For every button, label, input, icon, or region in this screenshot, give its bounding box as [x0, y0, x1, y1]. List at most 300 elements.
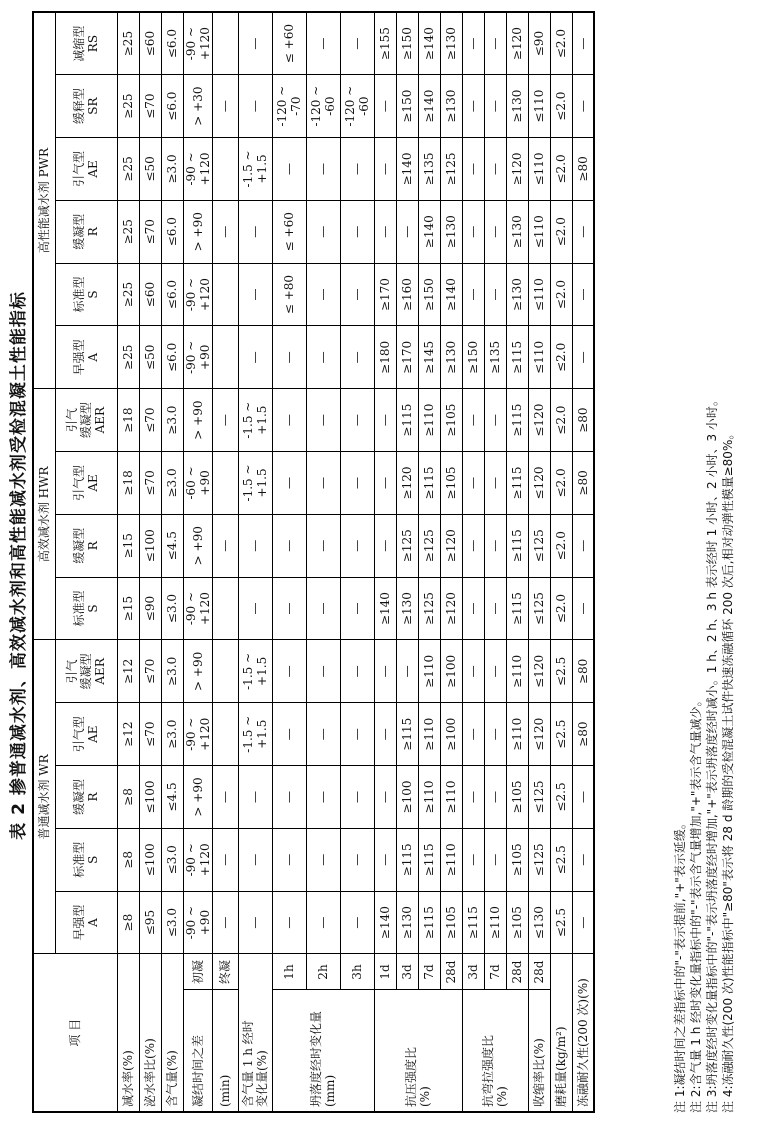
table-cell: ≥15 [117, 577, 139, 640]
table-cell: ≥125 [396, 514, 418, 577]
table-cell: ≤60 [139, 263, 161, 326]
row-sublabel: 初凝 [183, 954, 212, 990]
row-label: 坍落度经时变化量 (mm) [272, 990, 374, 1112]
table-cell: — [212, 200, 238, 263]
table-row [306, 12, 340, 1112]
table-cell: ≥100 [440, 703, 462, 766]
table-cell: ≤110 [528, 200, 550, 263]
table-cell: ≤2.0 [550, 389, 572, 452]
table-cell: ≥80 [572, 138, 594, 201]
table-cell: — [212, 389, 238, 452]
table-cell: ≥120 [506, 138, 528, 201]
table-cell: -120 ~ -60 [306, 75, 340, 138]
table-row [139, 12, 161, 1112]
table-cell: ≤125 [528, 766, 550, 829]
table-cell: ≤120 [528, 389, 550, 452]
table-cell: — [340, 891, 374, 954]
table-cell: — [484, 12, 506, 75]
table-cell: — [272, 640, 306, 703]
table-cell: — [462, 703, 484, 766]
row-sublabel: 28d [528, 954, 550, 990]
table-cell: ≥125 [418, 514, 440, 577]
row-label: 含气量 1 h 经时 变化量(%) [238, 954, 272, 1112]
table-cell: ≥3.0 [161, 389, 183, 452]
table-row [272, 12, 306, 1112]
table-cell: — [340, 200, 374, 263]
table-cell: ≥115 [418, 452, 440, 515]
row-label: 凝结时间之差 [183, 990, 212, 1112]
table-cell: — [484, 640, 506, 703]
table-cell: ≤110 [528, 138, 550, 201]
table-cell: ≤90 [139, 577, 161, 640]
column-header: 缓释型 SR [55, 75, 117, 138]
table-cell: — [238, 75, 272, 138]
table-cell: — [374, 75, 396, 138]
table-cell: ≥120 [440, 577, 462, 640]
table-cell: ≤70 [139, 703, 161, 766]
column-header: 引气 缓凝型 AER [55, 640, 117, 703]
table-cell: — [462, 766, 484, 829]
table-cell: ≥3.0 [161, 640, 183, 703]
table-cell: — [238, 263, 272, 326]
table-cell: ≥110 [418, 389, 440, 452]
table-cell: — [272, 514, 306, 577]
table-cell: — [462, 389, 484, 452]
note-3: 注 3:坍落度经时变化量指标中的"-"表示坍落度经时增加,"+"表示坍落度经时减小。1 h、2 h、3 h 表示经时 1 小时、2 小时、3 小时。 [705, 394, 719, 1113]
table-cell: — [340, 452, 374, 515]
table-cell: ≤2.0 [550, 263, 572, 326]
column-header: 标准型 S [55, 577, 117, 640]
table-cell: ≤6.0 [161, 200, 183, 263]
row-label: 收缩率比(%) [528, 990, 550, 1112]
table-cell: — [572, 577, 594, 640]
row-sublabel: 终凝 [212, 954, 238, 990]
table-row [374, 12, 396, 1112]
table-cell: — [340, 263, 374, 326]
table-cell: ≤4.5 [161, 514, 183, 577]
table-cell: ≥125 [440, 138, 462, 201]
table-cell: — [462, 514, 484, 577]
table-cell: — [212, 891, 238, 954]
table-cell: ≥130 [440, 75, 462, 138]
table-row [418, 12, 440, 1112]
table-cell: ≥155 [374, 12, 396, 75]
table-cell: — [340, 389, 374, 452]
table-cell: ≥3.0 [161, 138, 183, 201]
table-cell: ≥130 [506, 75, 528, 138]
table-cell: — [484, 75, 506, 138]
table-cell: ≥8 [117, 828, 139, 891]
table-cell: — [340, 138, 374, 201]
table-cell: — [484, 577, 506, 640]
table-row [212, 12, 238, 1112]
table-cell: — [212, 828, 238, 891]
table-cell: — [374, 138, 396, 201]
table-cell: — [572, 326, 594, 389]
table-cell: ≤ +60 [272, 200, 306, 263]
table-cell: — [272, 766, 306, 829]
table-cell: — [306, 389, 340, 452]
table-cell: ≤60 [139, 12, 161, 75]
table-cell: — [462, 12, 484, 75]
table-cell: ≥130 [396, 577, 418, 640]
spec-table [32, 11, 595, 1113]
table-row [550, 12, 572, 1112]
table-cell: > +30 [183, 75, 212, 138]
table-cell: ≥18 [117, 389, 139, 452]
table-cell: ≥130 [440, 12, 462, 75]
table-cell: ≤3.0 [161, 828, 183, 891]
table-cell: — [484, 138, 506, 201]
table-cell: ≤2.0 [550, 577, 572, 640]
table-cell: — [340, 12, 374, 75]
table-cell: ≥145 [418, 326, 440, 389]
table-cell: ≤3.0 [161, 891, 183, 954]
table-row [161, 12, 183, 1112]
table-cell: — [306, 138, 340, 201]
table-cell: ≥120 [440, 514, 462, 577]
table-cell: ≥8 [117, 766, 139, 829]
table-cell: ≥115 [506, 452, 528, 515]
table-cell [212, 703, 238, 766]
table-cell: ≥150 [418, 263, 440, 326]
table-cell [212, 263, 238, 326]
row-label: (min) [212, 990, 238, 1112]
table-cell: ≥8 [117, 891, 139, 954]
table-cell: — [374, 703, 396, 766]
table-cell: — [238, 326, 272, 389]
table-cell: ≥115 [506, 577, 528, 640]
table-cell: — [462, 138, 484, 201]
table-cell: — [340, 766, 374, 829]
table-cell: > +90 [183, 200, 212, 263]
table-cell: ≤125 [528, 514, 550, 577]
table-cell: — [340, 326, 374, 389]
table-cell: -90 ~ +120 [183, 12, 212, 75]
table-cell: — [212, 514, 238, 577]
table-cell: -90 ~ +120 [183, 577, 212, 640]
column-header: 缓凝型 R [55, 766, 117, 829]
table-cell: ≤50 [139, 138, 161, 201]
table-cell: ≤110 [528, 326, 550, 389]
table-cell: ≤120 [528, 703, 550, 766]
row-label: 含气量(%) [161, 954, 183, 1112]
table-cell: ≥110 [506, 640, 528, 703]
table-cell: ≤3.0 [161, 577, 183, 640]
table-cell: — [374, 514, 396, 577]
table-cell: ≥110 [484, 891, 506, 954]
table-cell: ≥115 [506, 514, 528, 577]
table-row [506, 12, 528, 1112]
table-cell: — [306, 326, 340, 389]
table-cell: ≥170 [396, 326, 418, 389]
table-cell: — [340, 703, 374, 766]
table-cell: ≤6.0 [161, 75, 183, 138]
table-cell: ≤2.0 [550, 75, 572, 138]
table-cell: ≥130 [396, 891, 418, 954]
table-cell: -1.5 ~ +1.5 [238, 640, 272, 703]
column-header: 引气型 AE [55, 452, 117, 515]
table-cell: — [462, 200, 484, 263]
table-cell: -90 ~ +90 [183, 891, 212, 954]
table-row [340, 12, 374, 1112]
column-header: 标准型 S [55, 263, 117, 326]
table-cell: ≥135 [484, 326, 506, 389]
table-cell: — [484, 703, 506, 766]
table-cell: ≥105 [440, 389, 462, 452]
table-cell: — [484, 389, 506, 452]
table-cell: -90 ~ +120 [183, 263, 212, 326]
table-cell: — [484, 514, 506, 577]
table-cell: — [374, 828, 396, 891]
table-cell: -120 ~ -60 [340, 75, 374, 138]
table-cell: ≥105 [506, 828, 528, 891]
table-cell: — [484, 828, 506, 891]
table-cell: — [374, 640, 396, 703]
table-cell: ≥80 [572, 452, 594, 515]
table-cell: ≥12 [117, 703, 139, 766]
table-cell: ≥140 [418, 75, 440, 138]
table-cell: -90 ~ +120 [183, 703, 212, 766]
table-cell: — [212, 766, 238, 829]
table-cell [212, 640, 238, 703]
table-cell: ≥80 [572, 389, 594, 452]
table-cell: — [374, 200, 396, 263]
table-cell: — [272, 326, 306, 389]
group-wr: 普通减水剂 WR [33, 640, 55, 954]
table-cell: ≤ +60 [272, 12, 306, 75]
column-header: 早强型 A [55, 326, 117, 389]
table-cell [212, 326, 238, 389]
table-cell: ≥105 [440, 891, 462, 954]
row-sublabel: 7d [418, 954, 440, 990]
column-header: 引气型 AE [55, 703, 117, 766]
table-cell [212, 577, 238, 640]
table-cell: ≥130 [440, 200, 462, 263]
table-row [484, 12, 506, 1112]
table-cell: — [306, 891, 340, 954]
table-row [117, 12, 139, 1112]
table-cell: -1.5 ~ +1.5 [238, 703, 272, 766]
table-cell: ≥100 [440, 640, 462, 703]
table-cell: ≥115 [396, 389, 418, 452]
table-cell: ≥15 [117, 514, 139, 577]
note-4: 注 4:冻融耐久性(200 次)性能指标中"≥80"表示将 28 d 龄期的受检混凝土试件快速冻融循环 200 次后,相对动弹性模量≥80%。 [721, 427, 735, 1113]
table-cell: ≥115 [418, 828, 440, 891]
table-cell: — [572, 766, 594, 829]
table-cell: ≥140 [396, 138, 418, 201]
table-row [440, 12, 462, 1112]
table-cell: ≤2.5 [550, 891, 572, 954]
table-cell: — [572, 514, 594, 577]
row-label: 冻融耐久性(200 次)(%) [572, 954, 594, 1112]
row-sublabel: 2h [306, 954, 340, 990]
table-cell: > +90 [183, 514, 212, 577]
table-cell: ≥140 [374, 577, 396, 640]
table-cell: — [572, 828, 594, 891]
table-cell: ≥115 [396, 828, 418, 891]
table-cell: — [306, 577, 340, 640]
row-label: 磨耗量(kg/m²) [550, 954, 572, 1112]
table-cell: — [572, 12, 594, 75]
table-cell: ≤2.0 [550, 138, 572, 201]
table-cell: ≥105 [506, 766, 528, 829]
table-cell: ≥115 [396, 703, 418, 766]
table-cell: ≥115 [462, 891, 484, 954]
table-cell: ≤100 [139, 828, 161, 891]
table-container [32, 13, 595, 1113]
row-sublabel: 3d [462, 954, 484, 990]
table-cell: — [238, 891, 272, 954]
table-cell: ≥125 [418, 577, 440, 640]
table-cell: — [462, 577, 484, 640]
table-cell: ≥80 [572, 640, 594, 703]
column-header: 缓凝型 R [55, 514, 117, 577]
table-cell: — [306, 514, 340, 577]
table-cell: ≥130 [506, 200, 528, 263]
table-cell: ≤70 [139, 640, 161, 703]
table-cell: ≥120 [396, 452, 418, 515]
table-cell: — [272, 891, 306, 954]
row-label: 减水率(%) [117, 954, 139, 1112]
table-cell: ≥140 [440, 263, 462, 326]
table-cell: > +90 [183, 766, 212, 829]
table-cell: ≥115 [506, 326, 528, 389]
column-header: 减缩型 RS [55, 12, 117, 75]
row-label: 泌水率比(%) [139, 954, 161, 1112]
table-cell: — [306, 12, 340, 75]
table-cell: -90 ~ +120 [183, 138, 212, 201]
table-cell: ≤4.5 [161, 766, 183, 829]
table-cell: — [306, 263, 340, 326]
table-cell: — [306, 640, 340, 703]
table-cell: ≥25 [117, 263, 139, 326]
row-label: 抗弯拉强度比 (%) [462, 990, 528, 1112]
table-cell: — [340, 640, 374, 703]
table-cell: ≥140 [418, 12, 440, 75]
table-cell: ≥25 [117, 200, 139, 263]
table-cell: ≤2.0 [550, 452, 572, 515]
table-cell: ≥25 [117, 138, 139, 201]
table-cell: ≤2.5 [550, 640, 572, 703]
table-cell: ≥3.0 [161, 452, 183, 515]
column-header: 引气 缓凝型 AER [55, 389, 117, 452]
table-cell: -60 ~ +90 [183, 452, 212, 515]
table-cell: ≥130 [440, 326, 462, 389]
header-item: 项 目 [33, 954, 117, 1112]
table-cell: ≥180 [374, 326, 396, 389]
row-sublabel: 1h [272, 954, 306, 990]
column-header: 早强型 A [55, 891, 117, 954]
row-sublabel: 1d [374, 954, 396, 990]
table-row [528, 12, 550, 1112]
table-cell: ≥130 [506, 263, 528, 326]
table-cell: — [272, 577, 306, 640]
table-cell: ≥120 [506, 12, 528, 75]
table-cell: — [238, 200, 272, 263]
table-cell: — [462, 75, 484, 138]
table-cell: ≥170 [374, 263, 396, 326]
table-cell: ≥25 [117, 326, 139, 389]
table-cell: ≤ +80 [272, 263, 306, 326]
column-header: 缓凝型 R [55, 200, 117, 263]
table-cell: ≤6.0 [161, 263, 183, 326]
table-cell: — [374, 452, 396, 515]
table-cell: ≥80 [572, 703, 594, 766]
table-cell: — [238, 514, 272, 577]
note-1: 注 1:凝结时间之差指标中的"-"表示提前,"+"表示延缓。 [673, 817, 687, 1113]
table-cell: — [306, 452, 340, 515]
table-cell: — [484, 263, 506, 326]
table-cell: — [572, 891, 594, 954]
table-cell: ≤2.0 [550, 326, 572, 389]
table-cell: ≤70 [139, 452, 161, 515]
table-cell: ≥115 [418, 891, 440, 954]
table-cell [212, 138, 238, 201]
table-cell: ≥105 [506, 891, 528, 954]
table-cell: ≤2.5 [550, 703, 572, 766]
table-cell: — [272, 703, 306, 766]
table-cell: — [272, 389, 306, 452]
note-2: 注 2:含气量 1 h 经时变化量指标中的"-"表示含气量增加,"+"表示含气量减少。 [689, 694, 703, 1113]
column-header: 引气型 AE [55, 138, 117, 201]
table-cell: ≤120 [528, 452, 550, 515]
table-cell: ≤100 [139, 766, 161, 829]
table-cell: — [462, 828, 484, 891]
table-cell: — [572, 263, 594, 326]
row-sublabel: 28d [440, 954, 462, 990]
table-row [396, 12, 418, 1112]
table-cell: — [238, 577, 272, 640]
table-cell: ≥12 [117, 640, 139, 703]
table-cell: ≥140 [418, 200, 440, 263]
table-cell: — [340, 828, 374, 891]
table-cell: ≥25 [117, 12, 139, 75]
column-header: 标准型 S [55, 828, 117, 891]
table-cell [212, 12, 238, 75]
table-cell: ≤125 [528, 577, 550, 640]
table-cell: > +90 [183, 640, 212, 703]
group-hwr: 高效减水剂 HWR [33, 389, 55, 640]
column-header-row [55, 12, 117, 1112]
table-cell: — [306, 828, 340, 891]
table-cell: — [484, 766, 506, 829]
table-cell: ≥110 [418, 640, 440, 703]
table-cell: ≥115 [506, 389, 528, 452]
table-cell: ≥110 [506, 703, 528, 766]
table-cell: — [212, 75, 238, 138]
table-cell: ≤2.5 [550, 828, 572, 891]
table-cell: > +90 [183, 389, 212, 452]
table-cell: — [462, 640, 484, 703]
table-cell: ≤130 [528, 891, 550, 954]
table-cell: ≤95 [139, 891, 161, 954]
table-cell: — [462, 452, 484, 515]
table-cell: -1.5 ~ +1.5 [238, 138, 272, 201]
table-cell: — [484, 452, 506, 515]
table-cell: — [340, 577, 374, 640]
table-cell: — [462, 263, 484, 326]
table-cell: ≥3.0 [161, 703, 183, 766]
notes [672, 13, 736, 1113]
table-row [238, 12, 272, 1112]
table-body [117, 12, 594, 1112]
table-cell: — [306, 766, 340, 829]
row-sublabel: 28d [506, 954, 528, 990]
table-cell: ≥100 [396, 766, 418, 829]
table-row [183, 12, 212, 1112]
table-cell: ≥110 [440, 828, 462, 891]
